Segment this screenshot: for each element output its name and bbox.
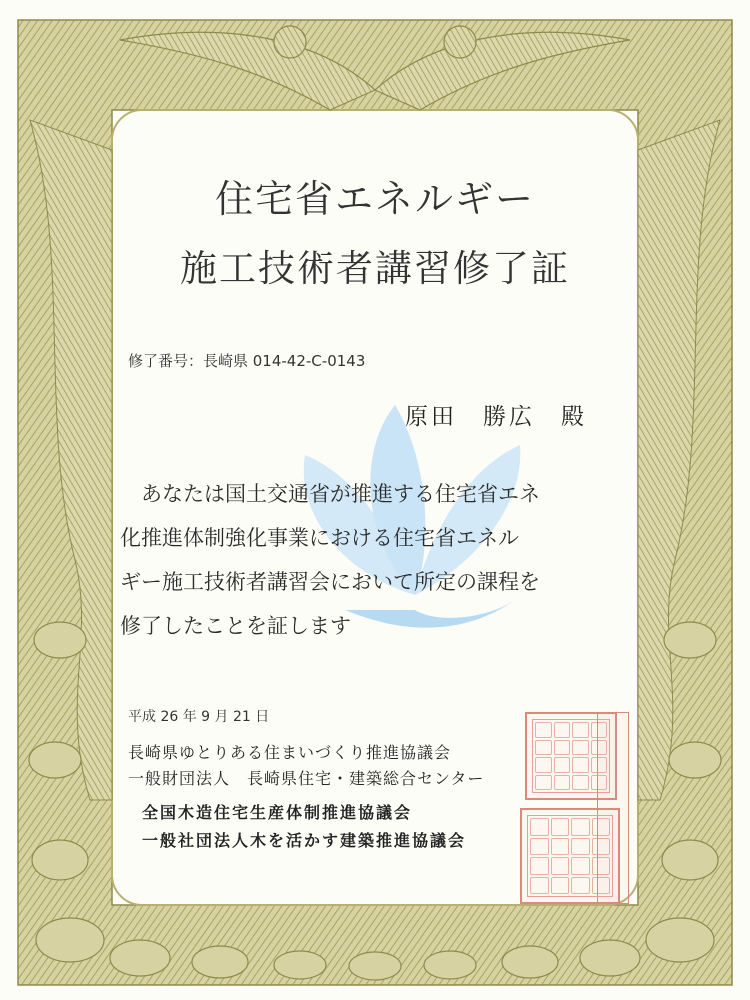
recipient-name: 原田 勝広 殿 [405,404,587,430]
issuer-4: 一般社団法人木を活かす建築推進協議会 [142,831,467,850]
body-line: あなたは国土交通省が推進する住宅省エネ [120,482,540,506]
issuer-3: 全国木造住宅生産体制推進協議会 [142,803,413,822]
certificate-number: 修了番号：長崎県 014-42-C-0143 [128,352,366,370]
title-line-2: 施工技術者講習修了証 [180,247,570,290]
issuer-2: 一般財団法人 長崎県住宅・建築総合センター [128,769,485,788]
issue-date: 平成 26 年 9 月 21 日 [128,709,270,725]
body-line: 修了したことを証します [120,614,351,638]
issuer-1: 長崎県ゆとりある住まいづくり推進協議会 [128,743,452,762]
official-seal-2 [520,808,620,904]
body-line: 化推進体制強化事業における住宅省エネル [120,526,519,550]
certificate-body [120,472,640,648]
title-line-1: 住宅省エネルギー [214,177,535,221]
body-line: ギー施工技術者講習会において所定の課程を [120,570,540,594]
